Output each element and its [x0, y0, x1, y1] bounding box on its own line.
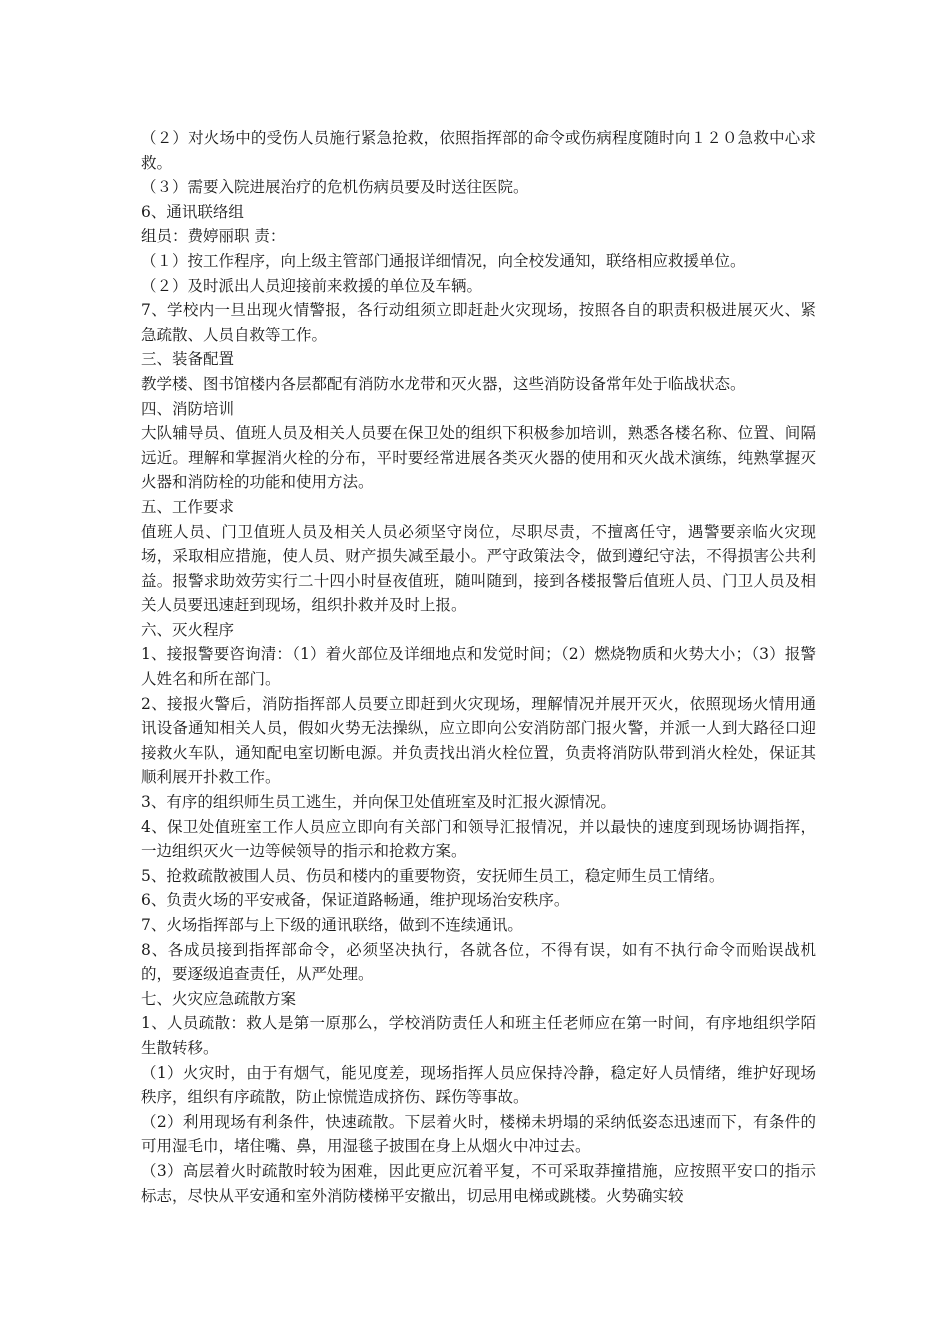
section-heading-training: 四、消防培训	[141, 399, 235, 418]
paragraph-26: （2）利用现场有利条件，快速疏散。下层着火时，楼梯未坍塌的采纳低姿态迅速而下，有条件的可用湿毛巾，堵住嘴、鼻，用湿毯子披围在身上从烟火中冲过去。	[141, 1112, 816, 1156]
paragraph-24: 1、人员疏散：救人是第一原那么，学校消防责任人和班主任老师应在第一时间，有序地组织学陌生散转移。	[141, 1014, 816, 1057]
paragraph-1: （２）对火场中的受伤人员施行紧急抢救，依照指挥部的命令或伤病程度随时向１２０急救中心求救。	[141, 129, 816, 172]
paragraph-20: 6、负责火场的平安戒备，保证道路畅通，维护现场治安秩序。	[141, 891, 570, 910]
paragraph-16: 2、接报火警后，消防指挥部人员要立即赶到火灾现场，理解情况并展开灭火，依照现场火情用通讯设备通知相关人员，假如火势无法操纵，应立即向公安消防部门报火警，并派一人到大路径口迎接救火车队，通知配电室切断电源。并负责找出消火栓位置，负责将消防队带到消火栓处，保证其顺利展开扑救工作。	[141, 694, 816, 787]
section-heading-evacuation: 七、火灾应急疏散方案	[141, 989, 297, 1008]
paragraph-17: 3、有序的组织师生员工逃生，并向保卫处值班室及时汇报火源情况。	[141, 793, 616, 812]
section-heading-procedure: 六、灭火程序	[141, 620, 235, 639]
section-heading-equipment: 三、装备配置	[141, 350, 235, 369]
paragraph-22: 8、各成员接到指挥部命令，必须坚决执行，各就各位，不得有误，如有不执行命令而贻误战机的，要逐级追查责任，从严处理。	[141, 940, 816, 984]
paragraph-members: 组员：费婷丽职 责：	[141, 227, 286, 246]
paragraph-27: （3）高层着火时疏散时较为困难，因此更应沉着平复，不可采取莽撞措施，应按照平安口的指示标志，尽快从平安通和室外消防楼梯平安撤出，切忌用电梯或跳楼。火势确实较	[141, 1161, 816, 1205]
section-heading-communications: 6、通讯联络组	[141, 202, 244, 221]
paragraph-9: 教学楼、图书馆楼内各层都配有消防水龙带和灭火器，这些消防设备常年处于临战状态。	[141, 374, 746, 393]
paragraph-11: 大队辅导员、值班人员及相关人员要在保卫处的组织下积极参加培训，熟悉各楼名称、位置、间隔远近。理解和掌握消火栓的分布，平时要经常进展各类灭火器的使用和灭火战术演练，纯熟掌握灭火器和消防栓的功能和使用方法。	[141, 424, 816, 492]
section-heading-requirements: 五、工作要求	[141, 497, 235, 516]
paragraph-6: （２）及时派出人员迎接前来救援的单位及车辆。	[141, 276, 483, 295]
paragraph-5: （１）按工作程序，向上级主管部门通报详细情况，向全校发通知，联络相应救援单位。	[141, 251, 746, 270]
paragraph-2: （３）需要入院进展治疗的危机伤病员要及时送往医院。	[141, 178, 529, 197]
paragraph-15: 1、接报警要咨询清：（1）着火部位及详细地点和发觉时间；（2）燃烧物质和火势大小；（3）报警人姓名和所在部门。	[141, 645, 816, 689]
paragraph-19: 5、抢救疏散被围人员、伤员和楼内的重要物资，安抚师生员工，稳定师生员工情绪。	[141, 866, 725, 885]
document-body	[141, 126, 816, 1208]
paragraph-7: 7、学校内一旦出现火情警报，各行动组须立即赶赴火灾现场，按照各自的职责积极进展灭火、紧急疏散、人员自救等工作。	[141, 301, 816, 344]
paragraph-25: （1）火灾时，由于有烟气，能见度差，现场指挥人员应保持冷静，稳定好人员情绪，维护好现场秩序，组织有序疏散，防止惊慌造成挤伤、踩伤等事故。	[141, 1063, 816, 1107]
paragraph-21: 7、火场指挥部与上下级的通讯联络，做到不连续通讯。	[141, 916, 523, 934]
paragraph-13: 值班人员、门卫值班人员及相关人员必须坚守岗位，尽职尽责，不擅离任守，遇警要亲临火灾现场，采取相应措施，使人员、财产损失减至最小。严守政策法令，做到遵纪守法，不得损害公共利益。报警求助效劳实行二十四小时昼夜值班，随叫随到，接到各楼报警后值班人员、门卫人员及相关人员要迅速赶到现场，组织扑救并及时上报。	[141, 522, 816, 615]
paragraph-18: 4、保卫处值班室工作人员应立即向有关部门和领导汇报情况，并以最快的速度到现场协调指挥，一边组织灭火一边等候领导的指示和抢救方案。	[141, 817, 816, 861]
